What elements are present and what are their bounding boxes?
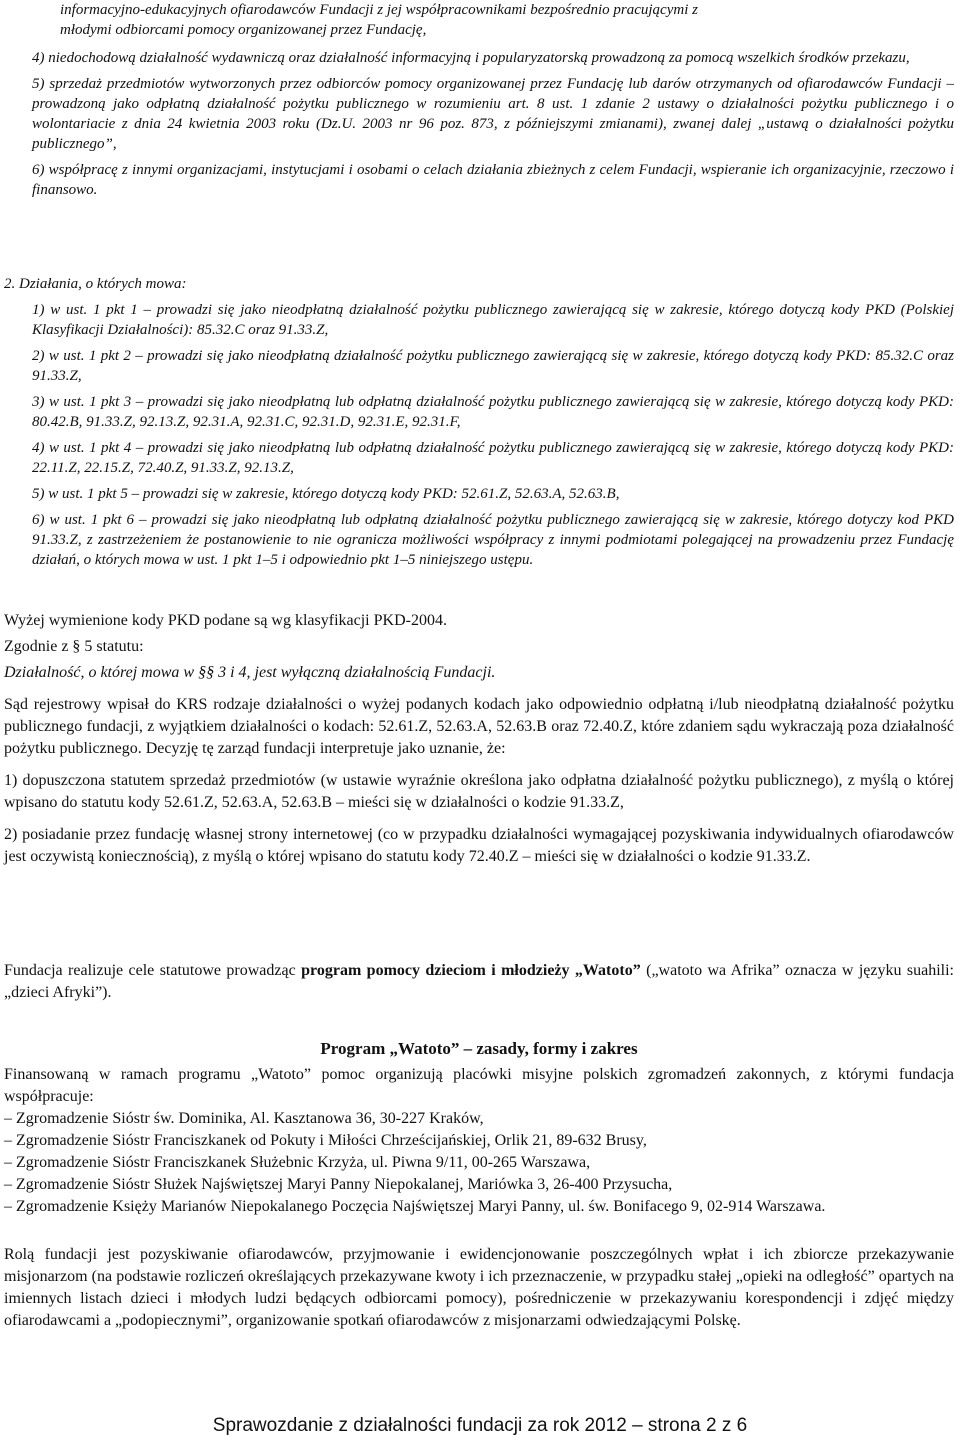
action-5 xyxy=(32,484,954,504)
action-5-text: w ust. 1 pkt 5 – prowadzi się w zakresie, którego dotyczą kody PKD: 52.61.Z, 52.63.A, 52.63.B, xyxy=(48,486,620,502)
item-4: 4) niedochodową działalność wydawniczą oraz działalność informacyjną i popularyzatorską prowadzoną za pomocą wszelkich środków przekazu, xyxy=(32,50,910,66)
section-2-title: Działania, o których mowa: xyxy=(19,276,187,292)
program-text-start: Fundacja realizuje cele statutowe prowadząc xyxy=(4,962,302,979)
actions-list xyxy=(32,296,954,570)
action-3 xyxy=(32,392,954,432)
financing-section xyxy=(4,1064,954,1218)
section-2-heading xyxy=(4,274,954,294)
intro-line-2: młodymi odbiorcami pomocy organizowanej przez Fundację, xyxy=(60,22,427,38)
krs-paragraph: Sąd rejestrowy wpisał do KRS rodzaje działalności o wyżej podanych kodach jako odpowiednio odpłatną i/lub nieodpłatną działalność pożytku publicznego fundacji, z wyjątkiem działalności o kodach: 52.61.Z, 52.63.A, 52.63.B oraz 72.40.Z, które zdaniem sądu wykraczają poza działalność pożytku publicznego. Decyzję tę zarząd fundacji interpretuje jako uznanie, że: xyxy=(4,696,954,757)
financing-paragraph: Finansowaną w ramach programu „Watoto” pomoc organizują placówki misyjne polskich zgromadzeń zakonnych, z którymi fundacja współpracuje: xyxy=(4,1066,954,1105)
action-6-number: 6) xyxy=(32,512,45,528)
statute-quote: Działalność, o której mowa w §§ 3 i 4, jest wyłączną działalnością Fundacji. xyxy=(4,664,496,681)
item-6: 6) współpracę z innymi organizacjami, instytucjami i osobami o celach działania zbieżnych z celem Fundacji, wspieranie ich organizacyjnie, rzeczowo i finansowo. xyxy=(32,162,954,198)
intro-line-1: informacyjno-edukacyjnych ofiarodawców Fundacji z jej współpracownikami bezpośrednio pracującymi z xyxy=(60,2,698,18)
action-4-number: 4) xyxy=(32,440,45,456)
pkd-note: Wyżej wymienione kody PKD podane są wg klasyfikacji PKD-2004. xyxy=(4,612,447,629)
program-text-end: („watoto wa Afrika” oznacza w języku suahili: „dzieci Afryki”). xyxy=(4,962,954,1001)
congregation-item: – Zgromadzenie Księży Marianów Niepokalanego Poczęcia Najświętszej Maryi Panny, ul. św. Bonifacego 9, 02-914 Warszawa. xyxy=(4,1198,826,1215)
program-intro xyxy=(4,960,954,1004)
program-heading-block xyxy=(4,1038,954,1060)
program-name: program pomocy dzieciom i młodzieży „Watoto” xyxy=(301,962,641,979)
krs-section xyxy=(4,694,954,868)
action-2-text: w ust. 1 pkt 2 – prowadzi się jako nieodpłatną działalność pożytku publicznego zawierającą się w zakresie, którego dotyczą kody PKD: 85.32.C oraz 91.33.Z, xyxy=(32,348,955,384)
intro-block xyxy=(4,0,954,40)
program-heading: Program „Watoto” – zasady, formy i zakres xyxy=(320,1039,638,1058)
action-3-number: 3) xyxy=(32,394,45,410)
congregation-item: – Zgromadzenie Sióstr Franciszkanek od Pokuty i Miłości Chrześcijańskiej, Orlik 21, 89-632 Brusy, xyxy=(4,1132,647,1149)
action-5-number: 5) xyxy=(32,486,45,502)
section-2-number: 2. xyxy=(4,276,16,292)
role-paragraph: Rolą fundacji jest pozyskiwanie ofiarodawców, przyjmowanie i ewidencjonowanie poszczególnych wpłat i ich zbiorcze przekazywanie misjonarzom (na podstawie rozliczeń określających przekazywane kwoty i ich przeznaczenie, w przypadku stałej „opieki na odległość” opartych na imiennych listach dzieci i młodych ludzi będących odbiorcami pomocy), pośredniczenie w przekazywaniu korespondencji i zdjęć między ofiarodawcami a „podopiecznymi”, organizowanie spotkań ofiarodawców z misjonarzami odwiedzającymi Polskę. xyxy=(4,1246,954,1329)
action-2 xyxy=(32,346,954,386)
statute-reference: Zgodnie z § 5 statutu: xyxy=(4,638,144,655)
section-2 xyxy=(4,274,954,294)
congregation-item: – Zgromadzenie Sióstr Franciszkanek Służebnic Krzyża, ul. Piwna 9/11, 00-265 Warszawa, xyxy=(4,1154,591,1171)
congregation-item: – Zgromadzenie Sióstr Służek Najświętszej Maryi Panny Niepokalanej, Mariówka 3, 26-400 Przysucha, xyxy=(4,1176,673,1193)
action-6-text: w ust. 1 pkt 6 – prowadzi się jako nieodpłatną lub odpłatną działalność pożytku publicznego zawierającą się w zakresie, którego dotyczy kod PKD 91.33.Z, z zastrzeżeniem że postanowienie to nie ogranicza możliwości współpracy z innymi podmiotami polegającej na prowadzeniu przez Fundację działań, o których mowa w ust. 1 pkt 1–5 i odpowiednio pkt 1–5 niniejszego ustępu. xyxy=(32,512,954,568)
action-6 xyxy=(32,510,954,570)
action-4 xyxy=(32,438,954,478)
pkd-notes xyxy=(4,610,954,684)
program-paragraph xyxy=(4,960,954,1004)
interpretation-2: 2) posiadanie przez fundację własnej strony internetowej (co w przypadku działalności wymagającej pozyskiwania indywidualnych ofiarodawców jest oczywistą koniecznością), z myślą o której wpisano do statutu kody 72.40.Z – mieści się w działalności o kodzie 91.33.Z. xyxy=(4,826,954,865)
item-5: 5) sprzedaż przedmiotów wytworzonych przez odbiorców pomocy organizowanej przez Fundację lub darów otrzymanych od ofiarodawców Fundacji – prowadzoną jako odpłatną działalność pożytku publicznego w rozumieniu art. 8 ust. 1 zdanie 2 ustawy o działalności pożytku publicznego i o wolontariacie z dnia 24 kwietnia 2003 roku (Dz.U. 2003 nr 96 poz. 873, z późniejszymi zmianami), zwanej dalej „ustawą o działalności pożytku publicznego”, xyxy=(32,76,954,152)
action-3-text: w ust. 1 pkt 3 – prowadzi się jako nieodpłatną lub odpłatną działalność pożytku publicznego zawierającą się w zakresie, którego dotyczą kody PKD: 80.42.B, 91.33.Z, 92.13.Z, 92.31.A, 92.31.C, 92.31.D, 92.31.E, 92.31.F, xyxy=(32,394,955,430)
action-2-number: 2) xyxy=(32,348,45,364)
action-4-text: w ust. 1 pkt 4 – prowadzi się jako nieodpłatną lub odpłatną działalność pożytku publicznego zawierającą się w zakresie, którego dotyczą kody PKD: 22.11.Z, 22.15.Z, 72.40.Z, 91.33.Z, 92.13.Z, xyxy=(32,440,955,476)
page-footer: Sprawozdanie z działalności fundacji za rok 2012 – strona 2 z 6 xyxy=(212,1415,748,1436)
interpretation-1: 1) dopuszczona statutem sprzedaż przedmiotów (w ustawie wyraźnie określona jako odpłatna działalność pożytku publicznego), z myślą o której wpisano do statutu kody 52.61.Z, 52.63.A, 52.63.B – mieści się w działalności o kodzie 91.33.Z, xyxy=(4,772,954,811)
activity-items xyxy=(32,48,954,200)
action-1-number: 1) xyxy=(32,302,45,318)
action-1 xyxy=(32,300,954,340)
congregation-item: – Zgromadzenie Sióstr św. Dominika, Al. Kasztanowa 36, 30-227 Kraków, xyxy=(4,1110,484,1127)
action-1-text: w ust. 1 pkt 1 – prowadzi się jako nieodpłatną działalność pożytku publicznego zawierającą się w zakresie, którego dotyczą kody PKD (Polskiej Klasyfikacji Działalności): 85.32.C oraz 91.33.Z, xyxy=(32,302,954,338)
role-section xyxy=(4,1244,954,1332)
